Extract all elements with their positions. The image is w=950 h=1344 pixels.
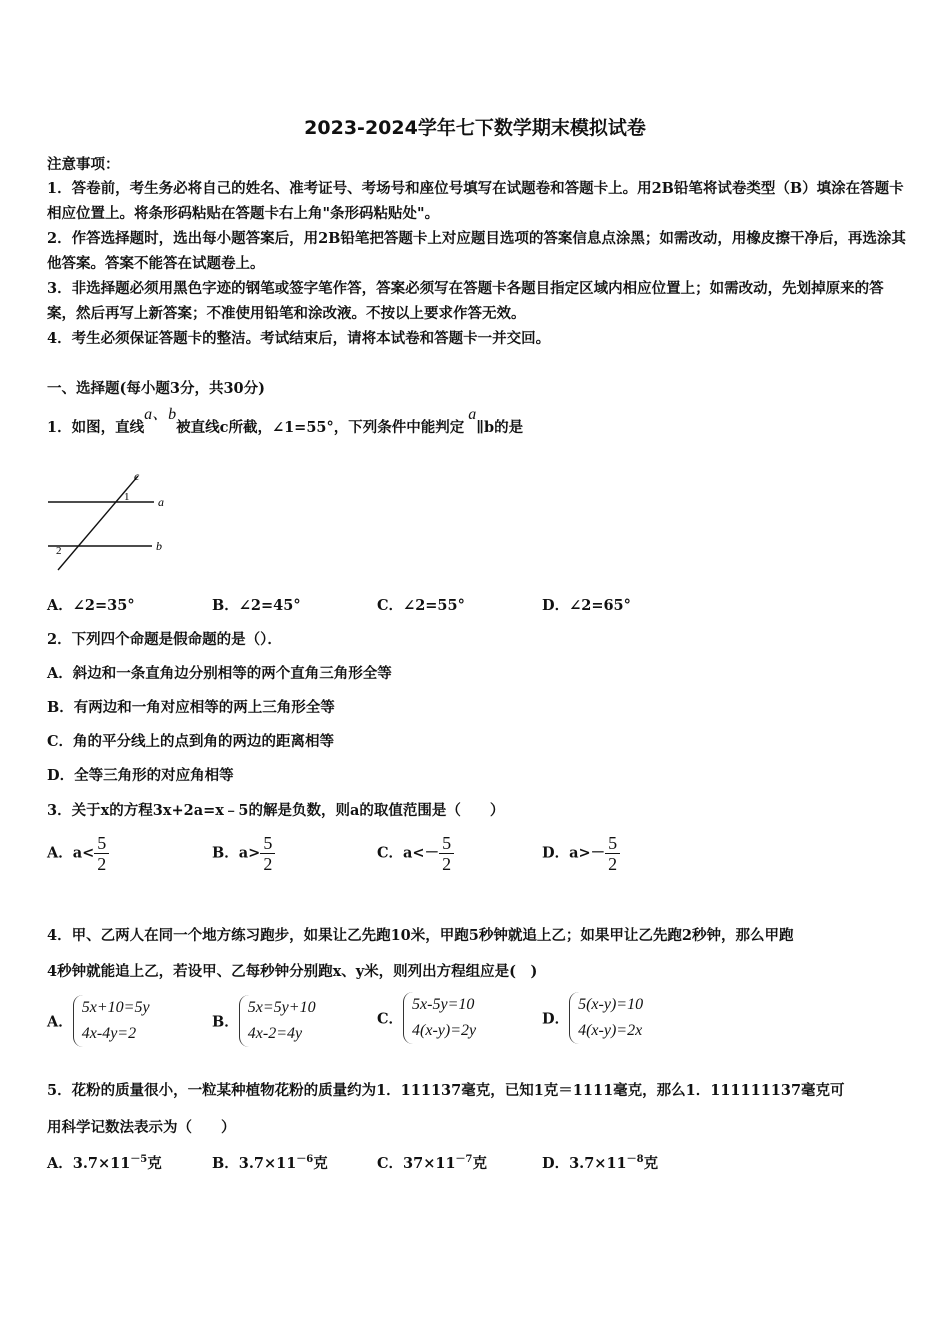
fraction: $\frac{5}{2}$: [605, 833, 620, 874]
q2-option-d[interactable]: D．全等三角形的对应角相等: [47, 767, 234, 784]
notice-item-4: 4．考生必须保证答题卡的整洁。考试结束后，请将本试卷和答题卡一并交回。: [47, 330, 551, 347]
equation-system: 5(x-y)=10 4(x-y)=2x: [569, 992, 643, 1044]
q1-option-c[interactable]: C．∠2=55°: [377, 597, 465, 614]
q1-stem: [47, 406, 524, 437]
notice-item-1: 1．答卷前，考生务必将自己的姓名、准考证号、考场号和座位号填写在试题卷和答题卡上。用2B铅笔将试卷类型（B）填涂在答题卡相应位置上。将条形码粘贴在答题卡右上角"条形码粘贴处"。: [47, 180, 904, 222]
q1-stem-a: 1．如图，直线: [47, 419, 145, 436]
q1-option-d[interactable]: D．∠2=65°: [542, 597, 631, 614]
q3-option-c-label: C．a<－: [377, 844, 440, 862]
q1-ab: a、b: [144, 406, 177, 423]
q4-option-c[interactable]: [377, 992, 476, 1044]
q4-line-2: 4秒钟就能追上乙，若设甲、乙每秒钟分别跑x、y米，则列出方程组应是( ): [47, 963, 538, 980]
equation-system: 5x=5y+10 4x-2=4y: [239, 995, 316, 1047]
notice-item-2: 2．作答选择题时，选出每小题答案后，用2B铅笔把答题卡上对应题目选项的答案信息点涂黑；如需改动，用橡皮擦干净后，再选涂其他答案。答案不能答在试题卷上。: [47, 230, 906, 272]
q2-option-c[interactable]: C．角的平分线上的点到角的两边的距离相等: [47, 733, 335, 750]
q5-line-2: 用科学记数法表示为（ ）: [47, 1119, 236, 1136]
q4-option-a[interactable]: [47, 995, 150, 1047]
section-heading: 一、选择题(每小题3分，共30分): [47, 380, 265, 397]
q1-stem-c: ∥b的是: [476, 419, 524, 436]
q2-option-a[interactable]: A．斜边和一条直角边分别相等的两个直角三角形全等: [47, 665, 392, 682]
fraction: $\frac{5}{2}$: [260, 833, 275, 874]
q4-option-d-label: D．: [542, 1010, 570, 1028]
q3-option-b[interactable]: [212, 833, 275, 874]
q5-option-c[interactable]: C．$37\times 11^{-7}$克: [377, 1154, 488, 1172]
q4-option-c-label: C．: [377, 1010, 404, 1028]
q5-option-d[interactable]: D．$3.7\times 11^{-8}$克: [542, 1154, 659, 1172]
q1-option-b[interactable]: B．∠2=45°: [212, 597, 301, 614]
q3-option-d[interactable]: [542, 833, 620, 874]
q3-option-d-label: D．a>－: [542, 844, 606, 862]
q1-stem-b: 被直线c所截，∠1=55°，下列条件中能判定: [176, 419, 465, 436]
q4-line-1: 4．甲、乙两人在同一个地方练习跑步，如果让乙先跑10米，甲跑5秒钟就追上乙；如果甲让乙先跑2秒钟，那么甲跑: [47, 927, 794, 944]
label-2: 2: [56, 545, 62, 557]
q2-option-b[interactable]: B．有两边和一角对应相等的两上三角形全等: [47, 699, 335, 716]
q1-option-a[interactable]: A．∠2=35°: [47, 597, 135, 614]
q3-stem: 3．关于x的方程3x+2a=x﹣5的解是负数，则a的取值范围是（ ）: [47, 802, 505, 819]
q5-option-a[interactable]: A．$3.7\times 11^{-5}$克: [47, 1154, 162, 1172]
label-b: b: [156, 539, 162, 553]
equation-system: 5x+10=5y 4x-4y=2: [73, 995, 150, 1047]
label-a: a: [158, 495, 164, 509]
q4-option-a-label: A．: [47, 1013, 73, 1031]
notice-heading: 注意事项：: [47, 156, 120, 173]
q3-option-a-label: A．a<: [47, 844, 95, 862]
q3-option-b-label: B．a>: [212, 844, 261, 862]
q1-a: a: [468, 406, 477, 423]
q4-option-b[interactable]: [212, 995, 316, 1047]
q5-line-1: 5．花粉的质量很小，一粒某种植物花粉的质量约为1．111137毫克，已知1克＝1111毫克，那么1．111111137毫克可: [47, 1082, 845, 1099]
fraction: $\frac{5}{2}$: [439, 833, 454, 874]
equation-system: 5x-5y=10 4(x-y)=2y: [403, 992, 476, 1044]
label-c: c: [134, 469, 140, 483]
label-1: 1: [124, 491, 130, 503]
fraction: $\frac{5}{2}$: [94, 833, 109, 874]
q1-figure: [40, 466, 180, 574]
notice-item-3: 3．非选择题必须用黑色字迹的钢笔或签字笔作答，答案必须写在答题卡各题目指定区域内相应位置上；如需改动，先划掉原来的答案，然后再写上新答案；不准使用铅笔和涂改液。不按以上要求作答无效。: [47, 280, 884, 322]
q3-option-a[interactable]: [47, 833, 109, 874]
q2-stem: 2．下列四个命题是假命题的是（）．: [47, 631, 282, 648]
q4-option-d[interactable]: [542, 992, 643, 1044]
q4-option-b-label: B．: [212, 1013, 239, 1031]
q3-option-c[interactable]: [377, 833, 454, 874]
page-title: 2023-2024学年七下数学期末模拟试卷: [304, 117, 646, 139]
q5-option-b[interactable]: B．$3.7\times 11^{-6}$克: [212, 1154, 328, 1172]
